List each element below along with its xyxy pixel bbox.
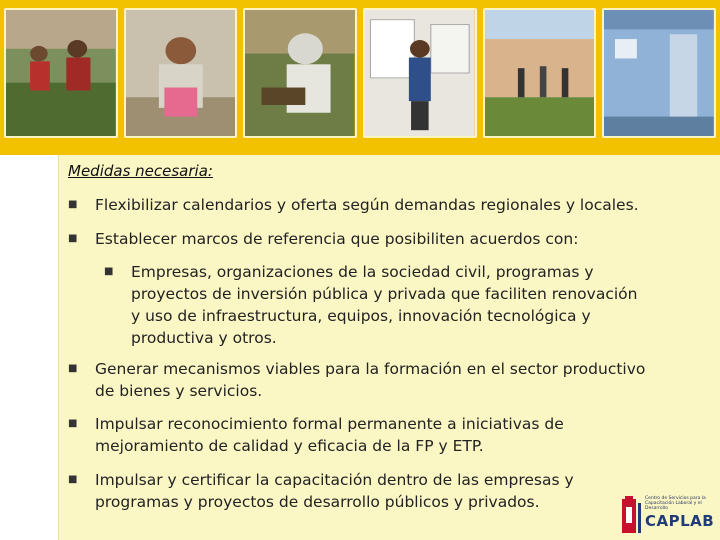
- section-heading: Medidas necesaria:: [68, 162, 213, 180]
- square-bullet-icon: ■: [68, 199, 78, 210]
- logo-tagline: Centro de Servicios para la Capacitación Laboral y el Desarrollo: [645, 496, 706, 511]
- bullet-item: ■ Impulsar y certificar la capacitación dentro de las empresas y programas y proyectos de desarrollo públicos y privados.: [68, 471, 574, 511]
- square-bullet-icon: ■: [68, 233, 78, 244]
- photo-strip: [0, 8, 720, 146]
- bullet-item: ■ Generar mecanismos viables para la formación en el sector productivo de bienes y servicios.: [68, 360, 646, 400]
- bullet-item: ■ Flexibilizar calendarios y oferta según demandas regionales y locales.: [68, 196, 639, 214]
- photo-farm-workers: [4, 8, 118, 138]
- square-bullet-icon: ■: [104, 266, 114, 277]
- logo-name: CAPLAB: [645, 512, 715, 530]
- square-bullet-icon: ■: [68, 418, 78, 429]
- square-bullet-icon: ■: [68, 363, 78, 374]
- photo-school-corridor: [483, 8, 597, 138]
- sub-bullet-item: ■ Empresas, organizaciones de la sociedad civil, programas y proyectos de inversión pública y privada que faciliten renovación y uso de infraestructura, equipos, innovación tecnológica y productiva y otros.: [104, 263, 638, 347]
- square-bullet-icon: ■: [68, 474, 78, 485]
- photo-workshop: [602, 8, 716, 138]
- photo-classroom-teacher: [363, 8, 477, 138]
- bullet-item: ■ Impulsar reconocimiento formal permanente a iniciativas de mejoramiento de calidad y eficacia de la FP y ETP.: [68, 415, 564, 455]
- photo-weaver: [124, 8, 238, 138]
- bullet-item: ■ Establecer marcos de referencia que posibiliten acuerdos con:: [68, 230, 579, 248]
- photo-beekeeper: [243, 8, 357, 138]
